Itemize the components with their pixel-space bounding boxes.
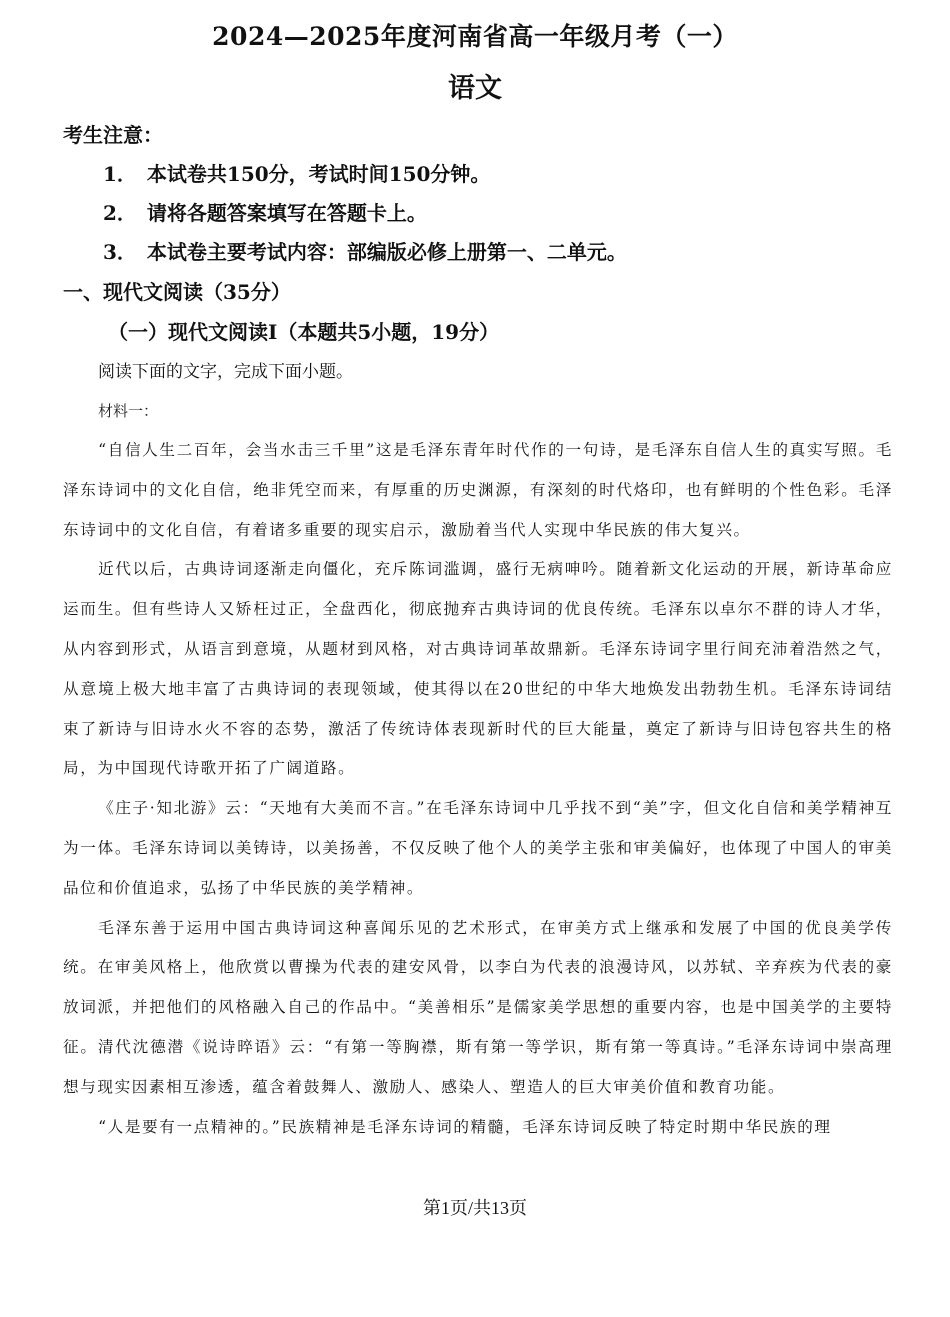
passage-paragraph: 《庄子·知北游》云：“天地有大美而不言。”在毛泽东诗词中几乎找不到“美”字，但文化自信和美学精神互为一体。毛泽东诗词以美铸诗，以美扬善，不仅反映了他个人的美学主张和审美偏好，也体现了中国人的审美品位和价值追求，弘扬了中华民族的美学精神。 xyxy=(63,799,893,897)
subject-title: 语文 xyxy=(448,73,502,104)
passage-paragraph: “自信人生二百年，会当水击三千里”这是毛泽东青年时代作的一句诗，是毛泽东自信人生的真实写照。毛泽东诗词中的文化自信，绝非凭空而来，有厚重的历史渊源，有深刻的时代烙印，也有鲜明的个性色彩。毛泽东诗词中的文化自信，有着诸多重要的现实启示，激励着当代人实现中华民族的伟大复兴。 xyxy=(63,441,893,539)
subsection-heading: （一）现代文阅读Ⅰ（本题共5小题，19分） xyxy=(108,320,500,344)
passage-paragraph: 近代以后，古典诗词逐渐走向僵化，充斥陈词滥调，盛行无病呻吟。随着新文化运动的开展，新诗革命应运而生。但有些诗人又矫枉过正，全盘西化，彻底抛弃古典诗词的优良传统。毛泽东以卓尔不群的诗人才华，从内容到形式，从语言到意境，从题材到风格，对古典诗词革故鼎新。毛泽东诗词字里行间充沛着浩然之气，从意境上极大地丰富了古典诗词的表现领域，使其得以在20世纪的中华大地焕发出勃勃生机。毛泽东诗词结束了新诗与旧诗水火不容的态势，激活了传统诗体表现新时代的巨大能量，奠定了新诗与旧诗包容共生的格局，为中国现代诗歌开拓了广阔道路。 xyxy=(63,560,893,778)
notice-item-number: 1． xyxy=(103,162,137,186)
exam-title: 2024—2025年度河南省高一年级月考（一） xyxy=(212,22,738,51)
passage-paragraph: “人是要有一点精神的。”民族精神是毛泽东诗词的精髓，毛泽东诗词反映了特定时期中华民族的理 xyxy=(98,1117,832,1136)
notice-item-number: 2． xyxy=(103,201,137,225)
notice-item xyxy=(103,160,490,188)
material-label: 材料一： xyxy=(98,402,159,420)
notice-item-number: 3． xyxy=(103,240,137,264)
notice-item xyxy=(103,238,627,266)
notice-item-text: 本试卷共150分，考试时间150分钟。 xyxy=(146,162,491,186)
reading-instruction: 阅读下面的文字，完成下面小题。 xyxy=(98,362,353,382)
passage-paragraph: 毛泽东善于运用中国古典诗词这种喜闻乐见的艺术形式，在审美方式上继承和发展了中国的优良美学传统。在审美风格上，他欣赏以曹操为代表的建安风骨，以李白为代表的浪漫诗风，以苏轼、辛弃疾为代表的豪放词派，并把他们的风格融入自己的作品中。“美善相乐”是儒家美学思想的重要内容，也是中国美学的主要特征。清代沈德潜《说诗晬语》云：“有第一等胸襟，斯有第一等学识，斯有第一等真诗。”毛泽东诗词中崇高理想与现实因素相互渗透，蕴含着鼓舞人、激励人、感染人、塑造人的巨大审美价值和教育功能。 xyxy=(63,918,893,1096)
section-heading: 一、现代文阅读（35分） xyxy=(63,280,291,304)
notice-item xyxy=(103,199,427,227)
notice-heading: 考生注意： xyxy=(63,123,163,147)
notice-item-text: 请将各题答案填写在答题卡上。 xyxy=(146,201,427,225)
page-footer: 第1页/共13页 xyxy=(422,1198,527,1218)
reading-passage xyxy=(63,431,893,1147)
notice-item-text: 本试卷主要考试内容：部编版必修上册第一、二单元。 xyxy=(146,240,627,264)
